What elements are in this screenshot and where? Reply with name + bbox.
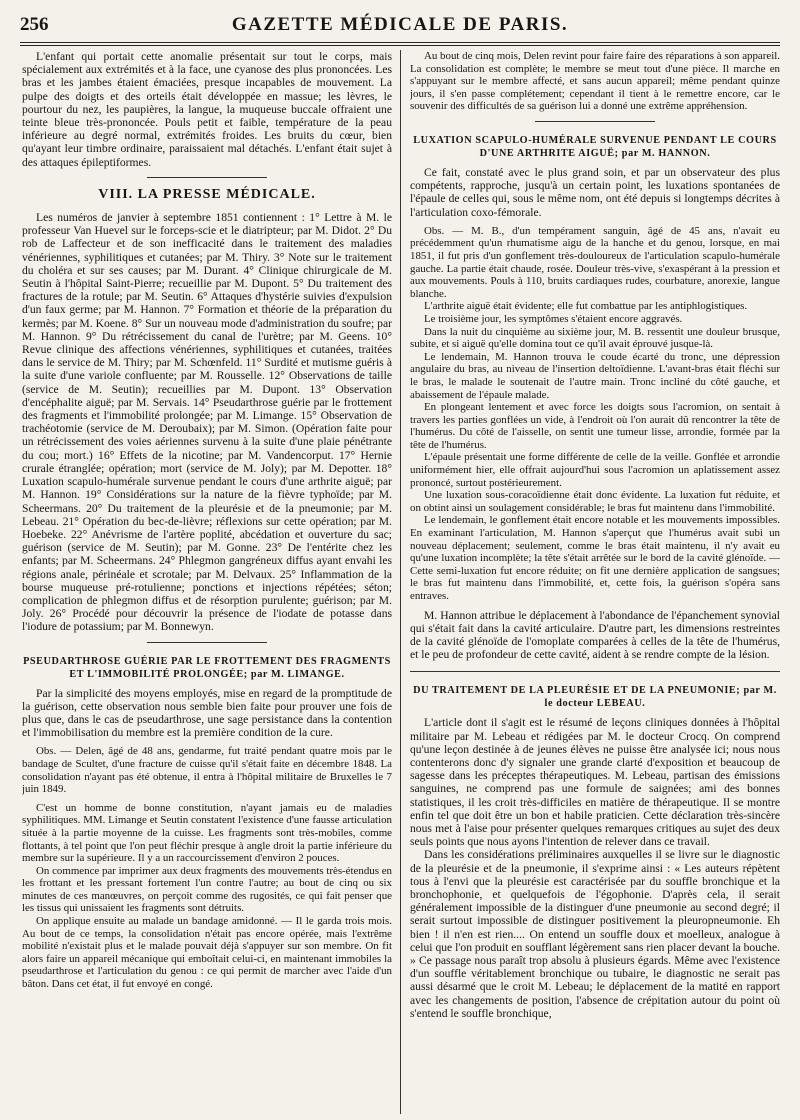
observation-paragraph: Obs. — Delen, âgé de 48 ans, gendarme, fut traité pendant quatre mois par le bandage de Scultet, d'une fracture de cuisse qu'il s'était faite en décembre 1848. La consolidation n'ayant pas été obtenue, il entra à l'hôpital militaire de Bruxelles le 7 juin 1849. — [22, 745, 392, 796]
body-paragraph: L'article dont il s'agit est le résumé de leçons cliniques données à l'hôpital militaire par M. Lebeau et rédigées par M. le docteur Crocq. On comprend qu'une leçon destinée à de jeunes élèves ne puisse être analysée ici; nous nous contenterons donc d'y signaler une grande clarté d'exposition et beaucoup de sagesse dans les préceptes thérapeutiques. M. Lebeau, partisan des émissions sanguines, ne comprend pas une formule de saignées; ami des bonnes statistiques, il les croit très-difficiles en matière de thérapeutique. Il se montre enfin tel que doit être un bon et habile praticien. Cette déclaration très-sincère nous met à l'aise pour présenter quelques remarques critiques au sujet des deux seuls points que nous ayons l'intention de relever dans ce travail. — [410, 716, 780, 849]
article-title-luxation: LUXATION SCAPULO-HUMÉRALE SURVENUE PENDANT LE COURS D'UNE ARTHRITE AIGUË; par M. HANNON. — [413, 134, 777, 159]
body-paragraph: Le lendemain, le gonflement était encore notable et les mouvements impossibles. En examinant l'articulation, M. Hannon s'aperçut que l'humérus avait subi un nouveau déplacement; seulement, comme le bras était maintenu, il n'y avait eu qu'une luxation incomplète; la tête s'était arrêtée sur le bord de la cavité glénoïde. — Cette semi-luxation fut encore réduite; on fit une dernière application de sangsues; le bras fut maintenu dans l'immobilité, et, cette fois, la guérison s'opéra sans entraves. — [410, 514, 780, 602]
article-title-pseudarthrose: PSEUDARTHROSE GUÉRIE PAR LE FROTTEMENT DES FRAGMENTS ET L'IMMOBILITÉ PROLONGÉE; par M. LIMANGE. — [23, 655, 391, 680]
body-paragraph: C'est un homme de bonne constitution, n'ayant jamais eu de maladies syphilitiques. MM. Limange et Seutin constatent l'existence d'une fausse articulation située à la partie moyenne de la cuisse. Les fragments sont très-mobiles, comme flottants, à tel point que l'on peut fléchir presque à angle droit la partie inférieure du membre sur la supérieure. Il y a un raccourcissement d'environ 2 pouces. — [22, 801, 392, 865]
body-paragraph: Dans la nuit du cinquième au sixième jour, M. B. ressentit une douleur brusque, subite, et si aiguë qu'elle domina tout ce qu'il avait éprouvé jusque-là. — [410, 325, 780, 351]
body-paragraph: Le troisième jour, les symptômes s'étaient encore aggravés. — [424, 312, 683, 325]
divider — [147, 177, 267, 178]
header-rule — [20, 42, 780, 46]
article-intro: Ce fait, constaté avec le plus grand soin, et par un observateur des plus compétents, rapproche, jusqu'à un certain point, les luxations spontanées de l'épaule de celles qui, sous le même nom, ont été depuis si longtemps décrites à l'articulation coxo-fémorale. — [410, 165, 780, 219]
right-column — [410, 50, 780, 1116]
press-review-paragraph: Les numéros de janvier à septembre 1851 contiennent : 1° Lettre à M. le professeur Van Huevel sur le forceps-scie et le diatripteur; par M. Didot. 2° Du rob de Laffecteur et de son inefficacité dans le traitement des maladies vénériennes, syphilitiques et cutanées; par M. Thiry. 3° Note sur le traitement du choléra et sur ses causes; par M. Durant. 4° Clinique chirurgicale de M. Seutin à l'hôpital Saint-Pierre; recueillie par M. Dupont. 5° Du traitement des fractures de la rotule; par M. Seutin. 6° Attaques d'hystérie suivies d'expulsion d'un faux germe; par M. Hannon. 7° Formation et théorie de la préparation du kermès; par M. Koene. 8° Sur un nouveau mode d'administration du soufre; par M. Hannon. 9° Du rétrécissement du canal de l'urètre; par M. Geens. 10° Revue clinique des affections vénériennes, syphilitiques et cutanées, traitées dans le service de M. Thiry; par M. Schœnfeld. 11° Surdité et mutisme guéris à la suite d'une variole confluente; par M. Rousselle. 12° Observations de taille (service de M. Seutin); recueillies par M. Dupont. 13° Observation d'encéphalite aiguë; par M. Servais. 14° Pseudarthrose guérie par le frottement des fragments et l'immobilité prolongée; par M. Limange. 15° Observation de trachéotomie (service de M. Deroubaix); par M. Simon. (Opération faite pour un rétrécissement des voies aériennes survenu à la suite d'une plaie pénétrante du cou; mort.) 16° Effets de la nicotine; par M. Vandencorput. 17° Hernie crurale étranglée; opération; mort (service de M. Joly); par M. Depotter. 18° Luxation scapulo-humérale survenue pendant le cours d'une arthrite aiguë; par M. Hannon. 19° Considérations sur la nature de la fièvre typhoïde; par M. Scheermans. 20° Du traitement de la pleurésie et de la pneumonie; par M. Lebeau. 21° Opération du bec-de-lièvre; réflexions sur cette opération; par M. Hoebeke. 22° Anévrisme de l'artère poplité, abcédation et ouverture du sac; guérison (service de M. Seutin); par M. Gonne. 23° De l'entérite chez les enfants; par M. Scheermans. 24° Phlegmon gangréneux diffus ayant envahi les régions anale, périnéale et scrotale; par M. Delvaux. 25° Inflammation de la bourse muqueuse pré-rotulienne; ponctions et injections répétées; séton; complication de phlegmon diffus et de résorption purulente; guérison; par M. Joly. 26° Procédé pour découvrir la présence de l'iodate de potasse dans l'iodure de potassium; par M. Bonnewyn. — [22, 211, 392, 634]
column-rule — [400, 50, 401, 1114]
divider — [410, 671, 780, 672]
body-paragraph: Le lendemain, M. Hannon trouva le coude écarté du tronc, une dépression angulaire du bras, au niveau de l'insertion deltoïdienne. L'avant-bras était fléchi sur le bras, le malade le soutenait de l'autre main. Tronc incliné du côté gauche, et abaissement de l'épaule malade. — [410, 350, 780, 401]
body-paragraph: L'arthrite aiguë était évidente; elle fut combattue par les antiphlogistiques. — [424, 300, 748, 313]
body-paragraph: Dans les considérations préliminaires auxquelles il se livre sur le diagnostic de la pleurésie et de la pneumonie, il s'exprime ainsi : « Les auteurs répètent tous à l'envi que la pleurésie est caractérisée par du souffle bronchique et la bronchophonie, et quelquefois de l'égophonie. D'après cela, il serait généralement impossible de la distinguer d'une pneumonie au second degré; il serait surtout impossible de distinguer positivement la pleuropneumonie. Eh bien ! il n'en est rien.... On entend un souffle doux et moelleux, analogue à celui que l'on produit en soufflant légèrement sans rien placer devant la bouche. » Ce passage nous paraît trop absolu à plusieurs égards. Même avec l'existence d'un souffle véritablement bronchique ou tubaire, le diagnostic ne serait pas aussi désarmé que le croit M. Lebeau; le déplacement de la matité en rapport avec les changements de position, l'absence de crépitation autour du point où s'entend le souffle bronchique, — [410, 848, 780, 1020]
article-intro: Par la simplicité des moyens employés, mise en regard de la promptitude de la guérison, cette observation nous semble bien faite pour prouver une fois de plus que, dans le cas de pseudarthrose, une sage persistance dans la contention et l'immobilisation du membre est la première condition de la cure. — [22, 686, 392, 740]
body-paragraph: On commence par imprimer aux deux fragments des mouvements très-étendus en les frottant et les pressant fortement l'un contre l'autre; au bout de cinq ou six minutes de ces manœuvres, on perçoit comme des rugosités, ce qui fait penser que les tissus qui unissaient les fragments sont détruits. — [22, 864, 392, 915]
page-number: 256 — [20, 14, 49, 35]
cyanosis-paragraph: L'enfant qui portait cette anomalie présentait sur tout le corps, mais spécialement aux extrémités et à la face, une cyanose des plus prononcées. Les bras et les jambes étaient émaciées, presque incapables de mouvement. La pulpe des doigts et des orteils était développée en massue; les lèvres, le pourtour du nez, les paupières, la langue, la muqueuse buccale offraient une teinte bleue très-prononcée. Pouls petit et faible, température de la peau inférieure au degré normal, extrémités froides. Les bruits du cœur, bien qu'ayant leur timbre ordinaire, paraissaient mal détachés. L'enfant était sujet à des attaques épileptiformes. — [22, 50, 392, 169]
body-paragraph: M. Hannon attribue le déplacement à l'abondance de l'épanchement synovial qui s'était fait dans la cavité articulaire. D'autre part, les dimensions restreintes de la cavité glénoïde de l'omoplate comparées à celles de la tête de l'humérus, et le peu de profondeur de cette cavité, aident à se rendre compte de la lésion. — [410, 608, 780, 662]
divider — [147, 642, 267, 643]
body-paragraph: En plongeant lentement et avec force les doigts sous l'acromion, on sentait à travers les parties gonflées un vide, à l'endroit où l'on aurait dû rencontrer la tête de l'humérus. Du côté de l'aisselle, on sentit une tumeur lisse, arrondie, formée par la tête de l'humérus. — [410, 401, 780, 451]
article-title-pleuresie: DU TRAITEMENT DE LA PLEURÉSIE ET DE LA PNEUMONIE; par M. le docteur LEBEAU. — [413, 685, 777, 710]
divider — [535, 121, 655, 122]
body-paragraph: Au bout de cinq mois, Delen revint pour faire faire des réparations à son appareil. La consolidation est complète; le membre se meut tout d'une pièce. Il marche en s'appuyant sur le membre affecté, et sans aucun appareil; même pendant quinze jours, il s'en passe complétement; cependant il tient à le remettre encore, car le souvenir des difficultés de sa guérison lui a donné une extrême appréhension. — [410, 50, 780, 113]
body-paragraph: L'épaule présentait une forme différente de celle de la veille. Gonflée et arrondie uniformément hier, elle offrait aujourd'hui sous l'acromion un aplatissement assez prononcé, surtout postérieurement. — [410, 451, 780, 489]
left-column — [22, 50, 392, 1116]
observation-paragraph: Obs. — M. B., d'un tempérament sanguin, âgé de 45 ans, n'avait eu précédemment qu'un rhumatisme aigu de la hanche et du genou, lorsque, en mai 1851, il fut pris d'un gonflement très-douloureux de l'articulation scapulo-humérale gauche. La partie était chaude, rosée. Douleur très-vive, s'exaspérant à la pression et aux mouvements. Pouls à 110, bruits cardiaques rudes, courbature, anorexie, langue blanche. — [410, 224, 780, 300]
page-header — [20, 14, 780, 44]
body-paragraph: Une luxation sous-coracoïdienne était donc évidente. La luxation fut réduite, et on obtint ainsi un soulagement considérable; le bras fut maintenu dans l'immobilité. — [410, 489, 780, 514]
section-title: VIII. LA PRESSE MÉDICALE. — [98, 186, 316, 202]
journal-title: GAZETTE MÉDICALE DE PARIS. — [231, 14, 569, 35]
body-paragraph: On applique ensuite au malade un bandage amidonné. — Il le garda trois mois. Au bout de ce temps, la consolidation n'était pas encore opérée, mais l'extrême mobilité n'existait plus et le malade pouvait déjà s'appuyer sur son membre. On fit alors faire un appareil mécanique qui emboîtait celui-ci, en maintenant immobiles la pseudarthrose et l'articulation du genou : ce qui permit de marcher avec l'aide d'un bâton. Dans cet état, il fut envoyé en congé. — [22, 915, 392, 991]
